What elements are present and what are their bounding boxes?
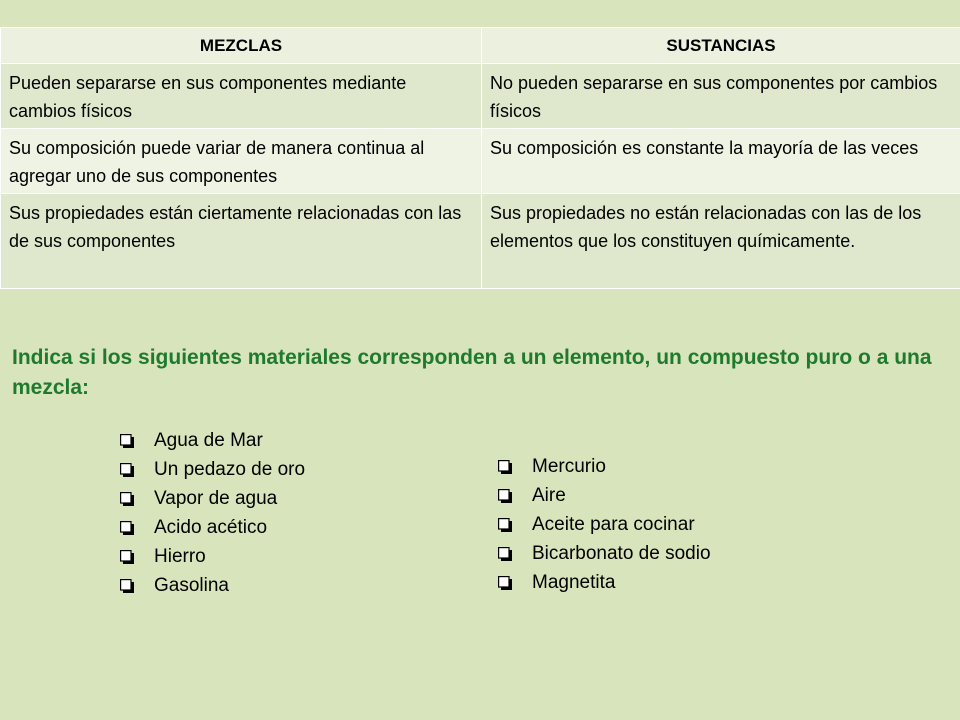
question-heading: Indica si los siguientes materiales corresponden a un elemento, un compuesto puro o a una mezcla: [12,346,932,399]
table-header-row [1,28,960,64]
list-item [120,455,305,484]
list-item [120,513,305,542]
list-item [498,481,711,510]
checkbox-bullet-icon [120,579,134,593]
table-row [1,129,960,194]
checkbox-bullet-icon [120,492,134,506]
list-item-label: Vapor de agua [154,487,278,509]
list-item-label: Magnetita [532,571,616,593]
checkbox-bullet-icon [120,521,134,535]
list-item [120,542,305,571]
table-row [1,64,960,129]
table-cell: Su composición puede variar de manera continua al agregar uno de sus componentes [1,129,482,194]
checkbox-bullet-icon [498,460,512,474]
header-sustancias: SUSTANCIAS [482,28,960,64]
list-item-label: Hierro [154,545,206,567]
list-item [120,571,305,600]
table-cell: No pueden separarse en sus componentes por cambios físicos [482,64,960,129]
list-item-label: Acido acético [154,516,268,538]
checkbox-bullet-icon [120,463,134,477]
checkbox-bullet-icon [498,489,512,503]
checkbox-bullet-icon [498,576,512,590]
table-cell: Sus propiedades no están relacionadas con las de los elementos que los constituyen químicamente. [482,194,960,289]
checkbox-bullet-icon [498,547,512,561]
list-item-label: Mercurio [532,455,606,477]
table-row [1,194,960,289]
list-item-label: Aceite para cocinar [532,513,695,535]
list-item-label: Aire [532,484,566,506]
materials-list-right [498,452,711,597]
list-item [120,484,305,513]
materials-list-left [120,426,305,600]
checkbox-bullet-icon [120,434,134,448]
list-item-label: Agua de Mar [154,429,263,451]
list-item [498,510,711,539]
list-item [498,568,711,597]
comparison-table [0,27,960,289]
checkbox-bullet-icon [120,550,134,564]
list-item [498,539,711,568]
table-cell: Sus propiedades están ciertamente relacionadas con las de sus componentes [1,194,482,289]
header-mezclas: MEZCLAS [1,28,482,64]
list-item [498,452,711,481]
table-cell: Pueden separarse en sus componentes mediante cambios físicos [1,64,482,129]
checkbox-bullet-icon [498,518,512,532]
list-item-label: Gasolina [154,574,229,596]
list-item [120,426,305,455]
list-item-label: Un pedazo de oro [154,458,306,480]
list-item-label: Bicarbonato de sodio [532,542,711,564]
table-cell: Su composición es constante la mayoría de las veces [482,129,960,194]
